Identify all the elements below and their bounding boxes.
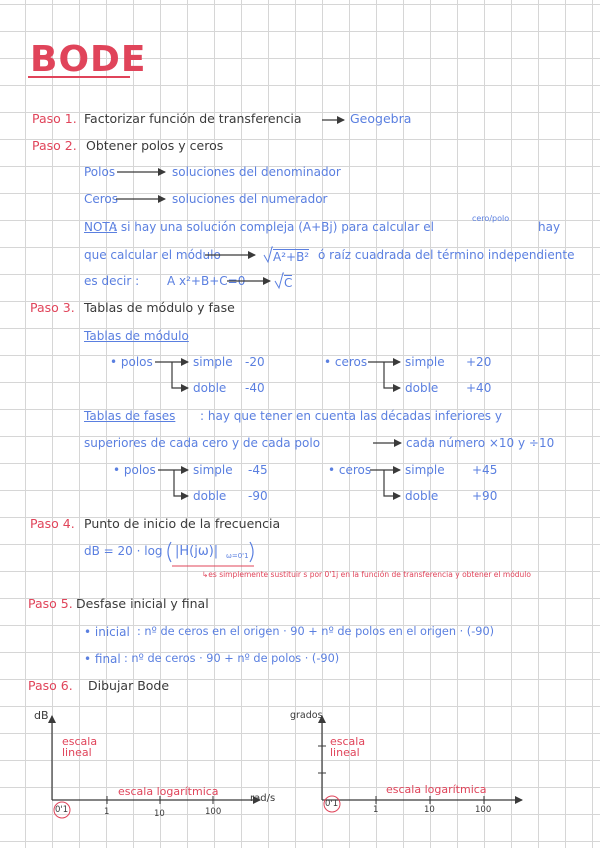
fase-polos: • polos [113, 463, 156, 477]
sqrt-ab: A²+B² [273, 250, 310, 264]
graph2-lin2: lineal [330, 746, 360, 759]
paso3-label: Paso 3. [30, 300, 75, 315]
graph1-log: escala logarítmica [118, 785, 219, 798]
sqrt-ab-sign [264, 247, 273, 262]
graph1-tick-label-1: 1 [104, 807, 110, 817]
mod-pol-doble-lbl: doble [193, 381, 227, 395]
graph1-xunit: rad/s [250, 793, 276, 804]
fase-cer-doble-lbl: doble [405, 489, 439, 503]
fase-pol-doble-val: -90 [248, 489, 268, 503]
fase-pol-simple-lbl: simple [193, 463, 233, 477]
sqrt-c-sign [275, 273, 284, 288]
formula-lparen [168, 542, 171, 562]
mod-pol-doble-arrow [172, 362, 188, 388]
paso4-label: Paso 4. [30, 516, 75, 531]
paso2-label: Paso 2. [32, 138, 77, 153]
paso6-label: Paso 6. [28, 678, 73, 693]
fase-line2b: cada número ×10 y ÷10 [406, 436, 555, 450]
fase-line2: superiores de cada cero y de cada polo [84, 436, 321, 450]
graph1-ylabel: dB [34, 709, 49, 722]
final-lbl: • final [84, 652, 121, 666]
ceros-label: Ceros [84, 192, 119, 206]
graph1-lin2: lineal [62, 746, 92, 759]
mod-cer-simple-val: +20 [466, 355, 492, 369]
fase-cer-simple-val: +45 [472, 463, 498, 477]
nota-hay: hay [538, 220, 561, 234]
mod-ceros: • ceros [324, 355, 368, 369]
paso1-text: Factorizar función de transferencia [84, 111, 302, 126]
nota-line1: : si hay una solución compleja (A+Bj) para calcular el [113, 220, 434, 234]
final-text: : nº de ceros · 90 + nº de polos · (-90) [124, 652, 340, 665]
polos-label: Polos [84, 165, 116, 179]
graph1-tick-label-10: 10 [154, 809, 165, 819]
graph2-origin: 0'1 [325, 799, 339, 809]
formula-sub: ω=0'1 [226, 552, 249, 560]
mod-cer-simple-lbl: simple [405, 355, 445, 369]
paso5-label: Paso 5. [28, 596, 73, 611]
mod-cer-doble-lbl: doble [405, 381, 439, 395]
mod-polos: • polos [110, 355, 153, 369]
fase-cer-simple-lbl: simple [405, 463, 445, 477]
graph2-tick-label-1: 1 [373, 805, 379, 815]
graph1-lin1: escala [62, 735, 98, 748]
formula-rparen [250, 542, 253, 562]
formula-inner: |H(jω)| [175, 544, 219, 559]
graph2-tick-label-10: 10 [424, 805, 435, 815]
paso6-text: Dibujar Bode [88, 678, 170, 693]
mod-cer-doble-arrow [384, 362, 400, 388]
graph2-ylabel: grados [290, 710, 323, 721]
tab-modulo: Tablas de módulo [84, 329, 189, 343]
sqrt-c: C [284, 276, 293, 290]
page-title: BODE [30, 39, 147, 80]
nota-line3b: A x²+B+C=0 [167, 274, 246, 288]
inicial-text: : nº de ceros en el origen · 90 + nº de polos en el origen · (-90) [137, 625, 495, 638]
mod-pol-simple-lbl: simple [193, 355, 233, 369]
fase-pol-doble-arrow [174, 470, 188, 496]
fase-cer-doble-arrow [384, 470, 400, 496]
fase-pol-doble-lbl: doble [193, 489, 227, 503]
nota-line3a: es decir : [84, 274, 140, 288]
paso1-link: Geogebra [350, 111, 412, 126]
paso3-text: Tablas de módulo y fase [84, 300, 235, 315]
paso4-note: ↳es simplemente sustituir s por 0'1j en la función de transferencia y obtener el módulo [202, 570, 531, 579]
fase-line1: : hay que tener en cuenta las décadas inferiores y [200, 409, 502, 423]
paso5-text: Desfase inicial y final [76, 596, 209, 611]
formula-db: dB = 20 · log [84, 544, 163, 558]
tab-fases: Tablas de fases [84, 409, 176, 423]
nota-line2b: ó raíz cuadrada del término independiente [318, 248, 575, 262]
cero-polo: cero/polo [472, 214, 510, 223]
nota-line2: que calcular el módulo [84, 248, 221, 262]
mod-cer-doble-val: +40 [466, 381, 492, 395]
fase-ceros: • ceros [328, 463, 372, 477]
paso1-label: Paso 1. [32, 111, 77, 126]
graph2-tick-label-100: 100 [475, 805, 492, 815]
inicial-lbl: • inicial [84, 625, 130, 639]
fase-cer-doble-val: +90 [472, 489, 498, 503]
graph1-tick-label-100: 100 [205, 807, 222, 817]
graph2-log: escala logarítmica [386, 783, 487, 796]
nota-label: NOTA [84, 220, 118, 234]
ceros-text: soluciones del numerador [172, 192, 328, 206]
graph2-lin1: escala [330, 735, 366, 748]
paso2-text: Obtener polos y ceros [86, 138, 224, 153]
paso4-text: Punto de inicio de la frecuencia [84, 516, 281, 531]
mod-pol-simple-val: -20 [245, 355, 265, 369]
graph1-origin: 0'1 [55, 805, 69, 815]
polos-text: soluciones del denominador [172, 165, 341, 179]
mod-pol-doble-val: -40 [245, 381, 265, 395]
fase-pol-simple-val: -45 [248, 463, 268, 477]
